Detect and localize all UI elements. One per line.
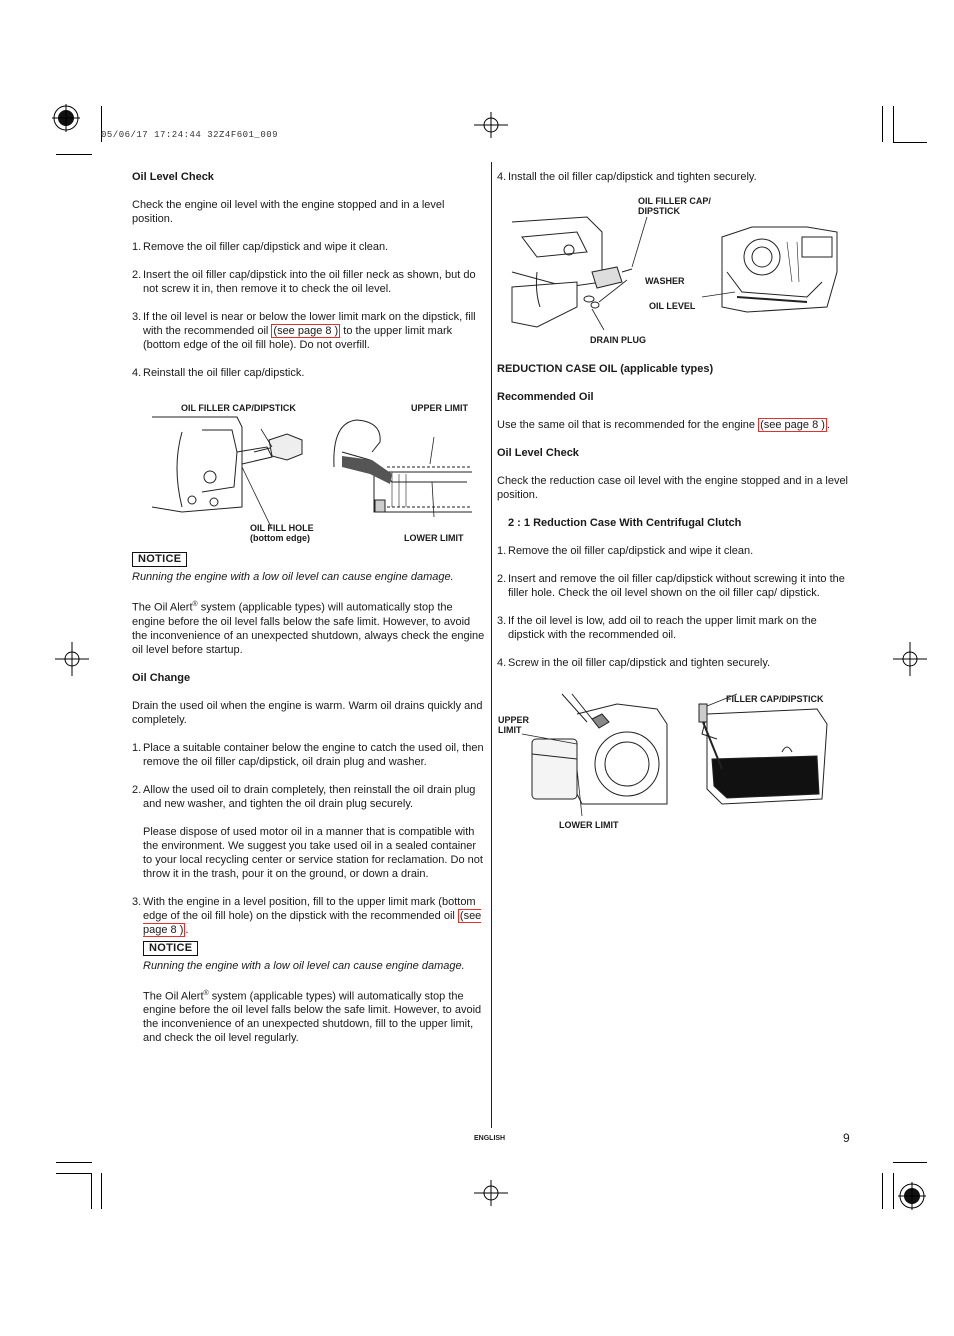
list-item: 2. Insert and remove the oil filler cap/dipstick without screwing it into the filler hole. Check the oil level shown on the oil filler cap/ dipstick. bbox=[497, 573, 845, 599]
figure-label: UPPER bbox=[498, 715, 530, 725]
figure-label: DIPSTICK bbox=[638, 206, 681, 216]
crop-mark bbox=[893, 142, 927, 143]
crop-mark bbox=[893, 1162, 927, 1163]
figure-label: OIL LEVEL bbox=[649, 301, 696, 311]
page-link[interactable]: (see page 8 ) bbox=[273, 325, 339, 337]
left-column bbox=[132, 170, 488, 1045]
paragraph: Drain the used oil when the engine is warm. Warm oil drains quickly and completely. bbox=[132, 699, 483, 726]
print-timestamp: 05/06/17 17:24:44 32Z4F601_009 bbox=[101, 130, 279, 140]
right-column bbox=[497, 170, 855, 834]
figure-label: UPPER LIMIT bbox=[411, 403, 469, 413]
list-item: 3. If the oil level is near or below the lower limit mark on the dipstick, fill with the recommended oil (see page 8 ) to the upper limit mark (bottom edge of the oil fill hole). Do not overfill. bbox=[132, 311, 476, 351]
crop-mark bbox=[56, 1162, 92, 1163]
dipstick-figure bbox=[132, 392, 488, 548]
reduction-case-illustration bbox=[517, 694, 837, 814]
crop-mark bbox=[56, 1173, 92, 1174]
paragraph: Check the engine oil level with the engine stopped and in a level position. bbox=[132, 199, 445, 225]
crop-mark bbox=[101, 1173, 102, 1209]
notice-text: Running the engine with a low oil level can cause engine damage. bbox=[132, 571, 454, 583]
paragraph: The Oil Alert® system (applicable types) will automatically stop the engine before the oil level falls below the safe limit. However, to avoid the inconvenience of an unexpected shutdown, always check the engine oil level before startup. bbox=[132, 601, 485, 656]
list-item: 4. Reinstall the oil filler cap/dipstick. bbox=[132, 367, 305, 379]
crop-mark bbox=[56, 154, 92, 155]
page-link[interactable]: (see page 8 ) bbox=[143, 909, 482, 936]
list-item: 1. Remove the oil filler cap/dipstick and wipe it clean. bbox=[132, 241, 389, 253]
footer-language: ENGLISH bbox=[474, 1135, 506, 1142]
figure-label: DRAIN PLUG bbox=[590, 335, 646, 345]
paragraph: Use the same oil that is recommended for the engine (see page 8 ) . bbox=[497, 419, 830, 431]
subsection-heading: 2 : 1 Reduction Case With Centrifugal Clutch bbox=[508, 517, 742, 529]
notice-badge: NOTICE bbox=[132, 552, 187, 567]
crosshair-icon bbox=[893, 642, 927, 676]
page-link[interactable]: (see page 8 ) bbox=[760, 419, 825, 431]
figure-label: OIL FILL HOLE bbox=[250, 523, 314, 533]
crop-mark bbox=[882, 106, 883, 142]
crop-mark bbox=[882, 1173, 883, 1209]
crosshair-icon bbox=[474, 112, 508, 138]
figure-label: FILLER CAP/DIPSTICK bbox=[726, 694, 824, 704]
list-item: 2. Insert the oil filler cap/dipstick into the oil filler neck as shown, but do not screw it in, then remove it to check the oil level. bbox=[132, 269, 476, 295]
section-heading: REDUCTION CASE OIL (applicable types) bbox=[497, 363, 714, 375]
engine-drain-illustration bbox=[507, 212, 847, 332]
list-item: 4. Screw in the oil filler cap/dipstick and tighten securely. bbox=[497, 657, 771, 669]
list-item: 3. With the engine in a level position, fill to the upper limit mark (bottom edge of the oil fill hole) on the dipstick with the recommended oil (see page 8 ) . bbox=[132, 895, 482, 936]
notice-badge: NOTICE bbox=[143, 941, 198, 956]
notice-text: Running the engine with a low oil level can cause engine damage. bbox=[143, 959, 465, 972]
section-heading: Oil Level Check bbox=[132, 171, 214, 183]
engine-dipstick-illustration bbox=[142, 412, 482, 522]
figure-label: OIL FILLER CAP/ bbox=[638, 196, 711, 206]
section-heading: Recommended Oil bbox=[497, 391, 594, 403]
registration-target-icon bbox=[52, 104, 80, 132]
drain-plug-figure bbox=[497, 190, 855, 358]
list-item: 2. Allow the used oil to drain completely, then reinstall the oil drain plug and new washer, and tighten the oil drain plug securely. bbox=[132, 783, 476, 810]
reduction-case-figure bbox=[497, 684, 855, 834]
figure-label: (bottom edge) bbox=[250, 533, 310, 543]
paragraph: Please dispose of used motor oil in a manner that is compatible with the environment. We suggest you take used oil in a sealed container to your local recycling center or service station for reclamation. Do not throw it in the trash, pour it on the ground, or down a drain. bbox=[143, 825, 483, 880]
paragraph: Check the reduction case oil level with the engine stopped and in a level position. bbox=[497, 475, 849, 501]
section-heading: Oil Change bbox=[132, 671, 191, 684]
crop-mark bbox=[893, 106, 894, 142]
list-item: 1. Place a suitable container below the engine to catch the used oil, then remove the oil filler cap/dipstick, oil drain plug and washer. bbox=[132, 741, 484, 768]
figure-label: LOWER LIMIT bbox=[404, 533, 464, 543]
crop-mark bbox=[91, 1173, 92, 1209]
figure-label: OIL FILLER CAP/DIPSTICK bbox=[181, 403, 296, 413]
figure-label: LOWER LIMIT bbox=[559, 820, 619, 830]
list-item: 1. Remove the oil filler cap/dipstick and wipe it clean. bbox=[497, 545, 754, 557]
registration-target-icon bbox=[898, 1182, 926, 1210]
crop-mark bbox=[893, 1173, 894, 1209]
section-heading: Oil Level Check bbox=[497, 447, 579, 459]
crosshair-icon bbox=[55, 642, 89, 676]
paragraph: The Oil Alert® system (applicable types) will automatically stop the engine before the oil level falls below the safe limit. However, to avoid the inconvenience of an unexpected shutdown, fill to the upper limit, and check the oil level regularly. bbox=[143, 989, 482, 1045]
list-item: 4. Install the oil filler cap/dipstick and tighten securely. bbox=[497, 171, 757, 183]
page-number: 9 bbox=[843, 1131, 850, 1145]
figure-label: LIMIT bbox=[498, 725, 522, 735]
list-item: 3. If the oil level is low, add oil to reach the upper limit mark on the dipstick with the recommended oil. bbox=[497, 615, 817, 641]
column-divider bbox=[491, 162, 492, 1128]
figure-label: WASHER bbox=[645, 276, 685, 286]
crosshair-icon bbox=[474, 1180, 508, 1206]
